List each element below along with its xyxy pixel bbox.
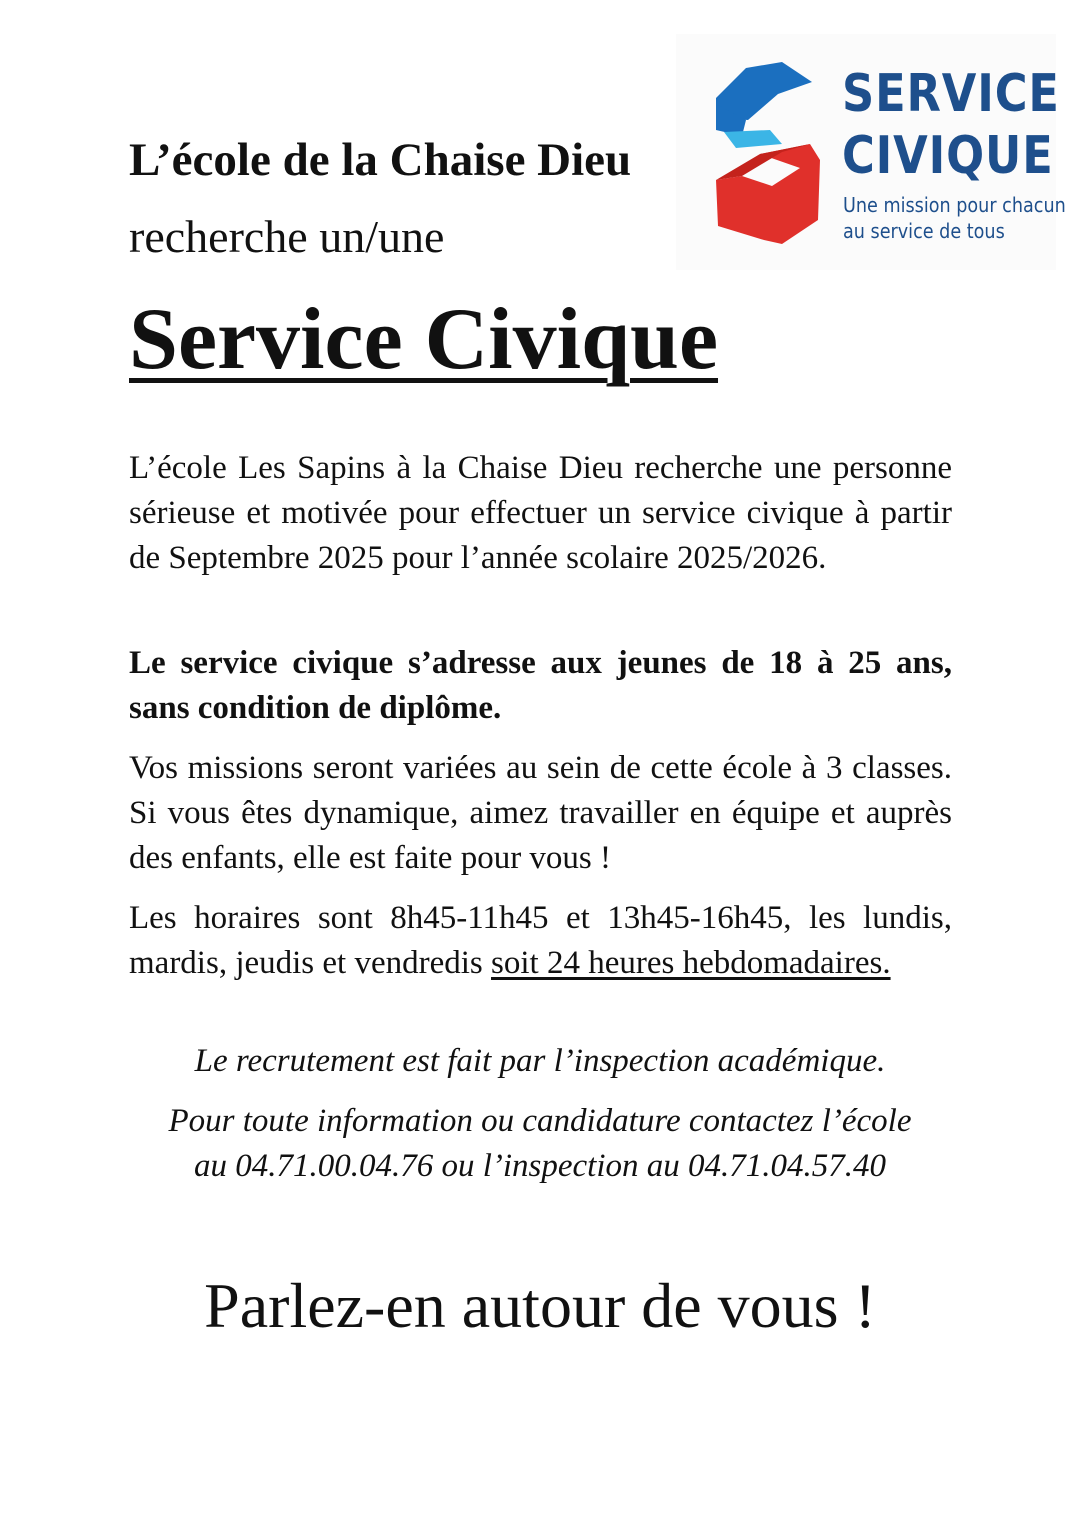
closing-call-to-action: Parlez-en autour de vous ! bbox=[204, 1270, 876, 1341]
page-title: Service Civique bbox=[129, 291, 719, 388]
contact-line-2: au 04.71.00.04.76 ou l’inspection au 04.71.04.57.40 bbox=[193, 1148, 887, 1184]
logo-text-civique: CIVIQUE bbox=[842, 126, 1054, 186]
missions-paragraph: Vos missions seront variées au sein de cette école à 3 classes. Si vous êtes dynamique, aimez travailler en équipe et auprès des enfants, elle est faite pour vous ! bbox=[129, 750, 952, 876]
logo-text-service: SERVICE bbox=[842, 64, 1060, 124]
eligibility-paragraph: Le service civique s’adresse aux jeunes de 18 à 25 ans, sans condition de diplôme. bbox=[129, 645, 952, 726]
logo-tagline-1: Une mission pour chacun bbox=[843, 193, 1066, 217]
schedule-text: Les horaires sont 8h45-11h45 et 13h45-16h45, les lundis, mardis, jeudis et vendredis bbox=[129, 900, 952, 981]
schedule-paragraph bbox=[129, 896, 952, 986]
intro-paragraph: L’école Les Sapins à la Chaise Dieu recherche une personne sérieuse et motivée pour effectuer un service civique à partir de Septembre 2025 pour l’année scolaire 2025/2026. bbox=[129, 450, 952, 576]
service-civique-emblem-icon bbox=[712, 60, 824, 250]
weekly-hours-text: soit 24 heures hebdomadaires. bbox=[491, 945, 891, 981]
contact-line-1: Pour toute information ou candidature contactez l’école bbox=[168, 1103, 912, 1139]
recruitment-note: Le recrutement est fait par l’inspection académique. bbox=[194, 1043, 886, 1079]
contact-info bbox=[100, 1099, 980, 1189]
school-heading: L’école de la Chaise Dieu bbox=[129, 134, 632, 186]
service-civique-logo bbox=[676, 34, 1066, 270]
logo-tagline-2: au service de tous bbox=[843, 219, 1005, 243]
school-subheading: recherche un/une bbox=[129, 211, 445, 262]
